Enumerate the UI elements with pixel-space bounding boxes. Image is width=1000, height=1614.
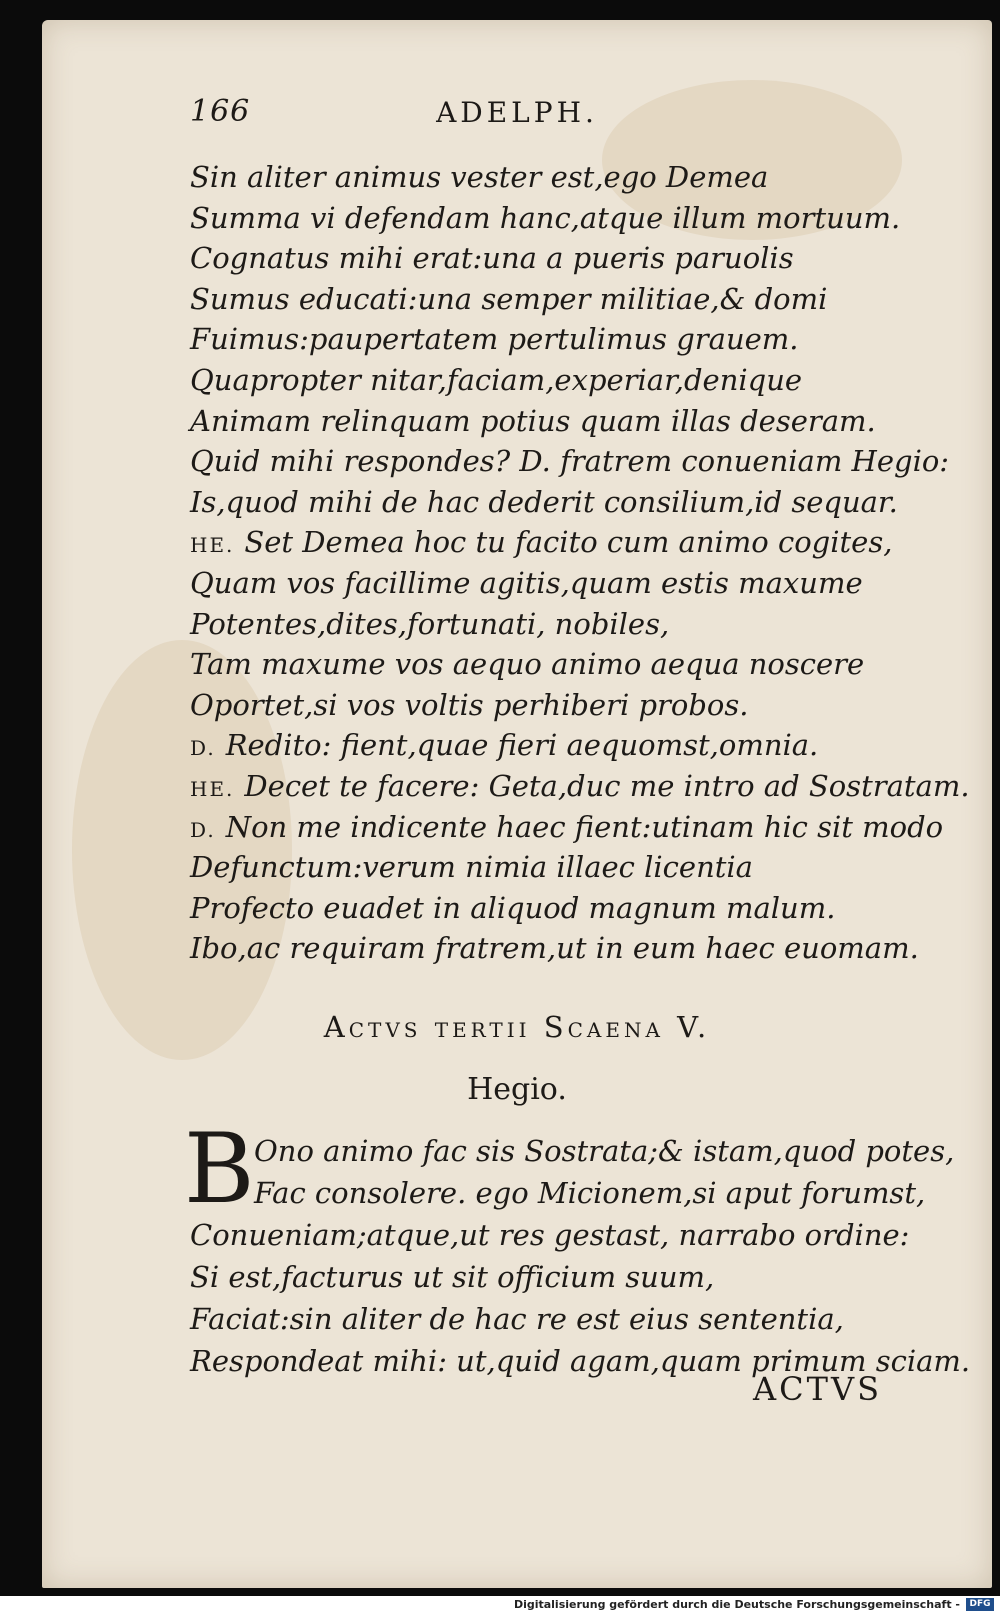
book-page [42,20,992,1588]
verse-text: Is,quod mihi de hac dederit consilium,id sequar. [190,484,898,519]
speaker-label: D. [190,736,216,761]
verse-line [190,604,910,645]
verse-line [190,644,910,685]
footer-bar [0,1596,1000,1614]
scene-line: Fac consolere. ego Micionem,si aput forumst, [254,1176,926,1210]
scene-line: Conueniam;atque,ut res gestast, narrabo ordine: [190,1218,910,1252]
verse-line [190,238,910,279]
verse-block [190,157,970,969]
scene-heading: Actvs tertii Scaena V. [323,1010,711,1044]
character-heading: Hegio. [467,1072,567,1107]
verse-line [190,401,910,442]
verse-text: Profecto euadet in aliquod magnum malum. [190,890,836,925]
verse-text: Quid mihi respondes? D. fratrem conueniam Hegio: [190,444,950,479]
verse-text: Sin aliter animus vester est,ego Demea [190,160,769,194]
footer-credit: Digitalisierung gefördert durch die Deutsche Forschungsgemeinschaft - [513,1598,960,1611]
verse-line [190,482,910,523]
verse-text: Quam vos facillime agitis,quam estis maxume [190,565,863,600]
page-header [42,94,992,134]
verse-text: Summa vi defendam hanc,atque illum mortuum. [190,200,901,235]
verse-text: Set Demea hoc tu facito cum animo cogites, [244,525,893,560]
verse-text: Sumus educati:una semper militiae,& domi [190,281,828,316]
scene-line: Si est,facturus ut sit officium suum, [190,1260,715,1294]
catchword: ACTVS [753,1370,882,1408]
verse-text: Redito: fient,quae fieri aequomst,omnia. [225,728,819,763]
verse-text: Defunctum:verum nimia illaec licentia [190,850,753,885]
speaker-label: HE. [190,533,235,558]
verse-line [190,157,910,198]
speaker-label: D. [190,817,216,842]
verse-line [190,522,910,563]
verse-line [190,888,910,929]
dfg-logo: DFG [966,1598,994,1611]
verse-text: Potentes,dites,fortunati, nobiles, [190,606,670,641]
verse-line [190,766,970,807]
drop-cap: B [184,1113,255,1225]
verse-line [190,441,950,482]
verse-line [190,807,944,848]
verse-line [190,928,919,969]
verse-text: Decet te facere: Geta,duc me intro ad Sostratam. [244,768,970,803]
scene-line: Respondeat mihi: ut,quid agam,quam primum sciam. [190,1344,971,1378]
running-title: ADELPH. [436,96,598,129]
verse-text: Animam relinquam potius quam illas deseram. [190,403,876,438]
verse-text: Fuimus:paupertatem pertulimus grauem. [190,322,799,357]
verse-line [190,319,910,360]
verse-line [190,279,910,320]
scene-line: Ono animo fac sis Sostrata;& istam,quod potes, [254,1134,955,1168]
verse-text: Non me indicente haec fient:utinam hic sit modo [225,809,944,844]
verse-line [190,360,910,401]
speaker-label: HE. [190,776,235,801]
verse-text: Tam maxume vos aequo animo aequa noscere [190,647,865,682]
verse-line [190,563,910,604]
verse-line [190,725,910,766]
page-number: 166 [190,94,251,129]
scene-text [184,1113,971,1382]
scene-line: Faciat:sin aliter de hac re est eius sententia, [190,1302,844,1336]
verse-text: Quapropter nitar,faciam,experiar,denique [190,362,803,397]
verse-text: Ibo,ac requiram fratrem,ut in eum haec euomam. [190,931,919,966]
verse-text: Oportet,si vos voltis perhiberi probos. [190,687,749,722]
verse-text: Cognatus mihi erat:una a pueris paruolis [190,241,794,276]
verse-line [190,685,910,726]
verse-line [190,847,910,888]
verse-line [190,198,910,239]
